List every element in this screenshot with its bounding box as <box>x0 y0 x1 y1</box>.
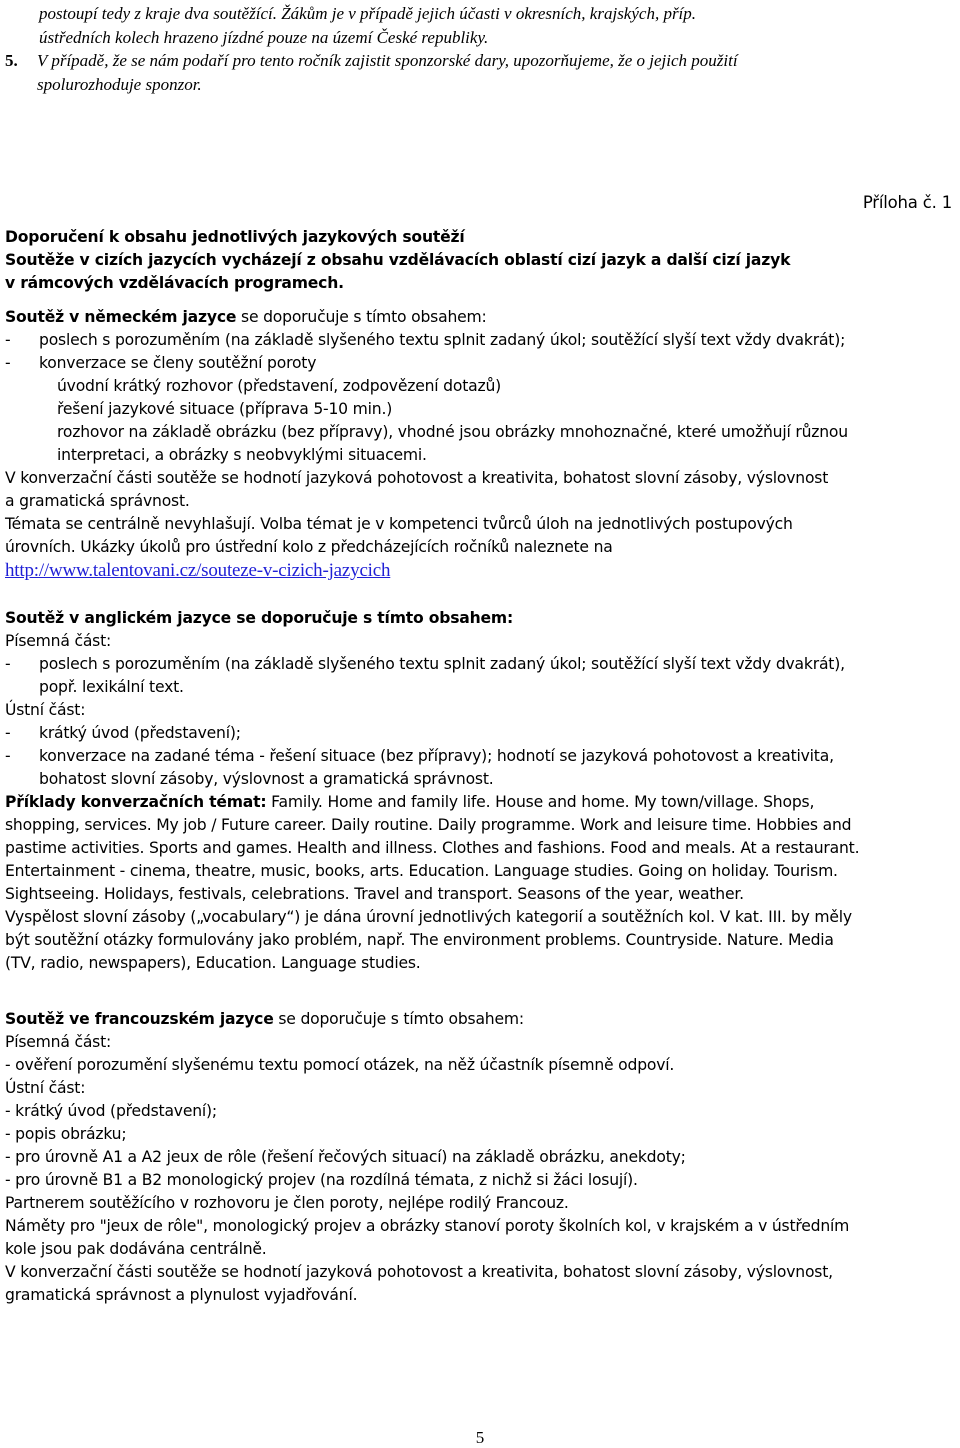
english-section <box>5 607 955 975</box>
english-topics-line-5: Sightseeing. Holidays, festivals, celebrations. Travel and transport. Seasons of the year, weather. <box>5 885 744 903</box>
french-o-item-1: - krátký úvod (představení); <box>5 1102 217 1120</box>
french-written-label: Písemná část: <box>5 1033 112 1051</box>
section-heading <box>5 226 955 295</box>
german-p1-line-2: a gramatická správnost. <box>5 492 190 510</box>
english-vocab-line-3: (TV, radio, newspapers), Education. Language studies. <box>5 954 421 972</box>
german-p2-line-2: úrovních. Ukázky úkolů pro ústřední kolo z předcházejících ročníků naleznete na <box>5 538 613 556</box>
english-topics-line-2: shopping, services. My job / Future career. Daily routine. Daily programme. Work and leisure time. Hobbies and <box>5 816 852 834</box>
french-o-item-3: - pro úrovně A1 a A2 jeux de rôle (řešení řečových situací) na základě obrázku, anekdoty; <box>5 1148 686 1166</box>
english-w-item-1: - poslech s porozuměním (na základě slyšeného textu splnit zadaný úkol; soutěžící slyší text vždy dvakrát), <box>5 655 845 673</box>
german-sub-2: řešení jazykové situace (příprava 5-10 min.) <box>57 400 393 418</box>
french-w-item-1: - ověření porozumění slyšenému textu pomocí otázek, na něž účastník písemně odpoví. <box>5 1056 675 1074</box>
heading-sub-line-2: v rámcových vzdělávacích programech. <box>5 274 344 292</box>
english-oral-label: Ústní část: <box>5 701 86 719</box>
french-title: Soutěž ve francouzském jazyce se doporučuje s tímto obsahem: <box>5 1010 524 1028</box>
german-item-1: - poslech s porozuměním (na základě slyšeného textu splnit zadaný úkol; soutěžící slyší text vždy dvakrát); <box>5 331 846 349</box>
french-p2-line-2: kole jsou pak dodávána centrálně. <box>5 1240 267 1258</box>
heading-sub-line-1: Soutěže v cizích jazycích vycházejí z obsahu vzdělávacích oblastí cizí jazyk a další cizí jazyk <box>5 251 791 269</box>
german-sub-1: úvodní krátký rozhovor (představení, zodpovězení dotazů) <box>57 377 502 395</box>
french-p2-line-1: Náměty pro "jeux de rôle", monologický projev a obrázky stanoví poroty školních kol, v krajském a v ústředním <box>5 1217 850 1235</box>
german-sub-3: rozhovor na základě obrázku (bez přípravy), vhodné jsou obrázky mnohoznačné, které umožňují různou <box>57 423 848 441</box>
german-p1-line-1: V konverzační části soutěže se hodnotí jazyková pohotovost a kreativita, bohatost slovní zásoby, výslovnost <box>5 469 829 487</box>
page-number: 5 <box>475 1428 485 1447</box>
french-oral-label: Ústní část: <box>5 1079 86 1097</box>
english-o-item-1: - krátký úvod (představení); <box>5 724 241 742</box>
english-o-item-2-cont: bohatost slovní zásoby, výslovnost a gramatická správnost. <box>39 770 494 788</box>
german-item-2: - konverzace se členy soutěžní poroty <box>5 354 317 372</box>
english-vocab-line-2: být soutěžní otázky formulovány jako problém, např. The environment problems. Countryside. Nature. Media <box>5 931 834 949</box>
english-topics-line-1: Příklady konverzačních témat: Family. Home and family life. House and home. My town/village. Shops, <box>5 793 815 811</box>
french-o-item-4: - pro úrovně B1 a B2 monologický projev (na rozdílná témata, z nichž si žáci losují). <box>5 1171 638 1189</box>
french-o-item-2: - popis obrázku; <box>5 1125 127 1143</box>
item-5-text: V případě, že se nám podaří pro tento ročník zajistit sponzorské dary, upozorňujeme, že o jejich použití <box>37 51 738 70</box>
item-5-number: 5. <box>5 51 18 70</box>
german-link-line <box>5 559 955 583</box>
french-p3-line-1: V konverzační části soutěže se hodnotí jazyková pohotovost a kreativita, bohatost slovní zásoby, výslovnost, <box>5 1263 833 1281</box>
french-p1: Partnerem soutěžícího v rozhovoru je člen poroty, nejlépe rodilý Francouz. <box>5 1194 569 1212</box>
english-topics-line-4: Entertainment - cinema, theatre, music, books, arts. Education. Language studies. Going on holiday. Tourism. <box>5 862 838 880</box>
english-o-item-2: - konverzace na zadané téma - řešení situace (bez přípravy); hodnotí se jazyková pohotovost a kreativita, <box>5 747 834 765</box>
german-title: Soutěž v německém jazyce se doporučuje s tímto obsahem: <box>5 308 487 326</box>
attachment-label: Příloha č. 1 <box>862 193 952 212</box>
english-vocab-line-1: Vyspělost slovní zásoby („vocabulary“) je dána úrovní jednotlivých kategorií a soutěžních kol. V kat. III. by měly <box>5 908 852 926</box>
german-section <box>5 306 955 583</box>
french-p3-line-2: gramatická správnost a plynulost vyjadřování. <box>5 1286 358 1304</box>
top-paragraph <box>5 2 955 96</box>
english-w-item-1-cont: popř. lexikální text. <box>39 678 184 696</box>
item-5-line-2: spolurozhoduje sponzor. <box>37 74 202 94</box>
heading-title: Doporučení k obsahu jednotlivých jazykových soutěží <box>5 228 465 246</box>
german-sub-3-cont: interpretaci, a obrázky s neobvyklými situacemi. <box>57 446 427 464</box>
top-line-1: postoupí tedy z kraje dva soutěžící. Žákům je v případě jejich účasti v okresních, krajských, příp. <box>39 4 697 23</box>
english-topics-line-3: pastime activities. Sports and games. Health and illness. Clothes and fashions. Food and meals. At a restaurant. <box>5 839 860 857</box>
french-section <box>5 1008 955 1307</box>
top-line-2: ústředních kolech hrazeno jízdné pouze na území České republiky. <box>39 27 489 47</box>
german-p2-line-1: Témata se centrálně nevyhlašují. Volba témat je v kompetenci tvůrců úloh na jednotlivých postupových <box>5 515 793 533</box>
english-written-label: Písemná část: <box>5 632 112 650</box>
english-title: Soutěž v anglickém jazyce se doporučuje s tímto obsahem: <box>5 609 513 627</box>
item-5 <box>5 49 955 73</box>
talentovani-link[interactable]: http://www.talentovani.cz/souteze-v-cizich-jazycich <box>5 560 391 581</box>
